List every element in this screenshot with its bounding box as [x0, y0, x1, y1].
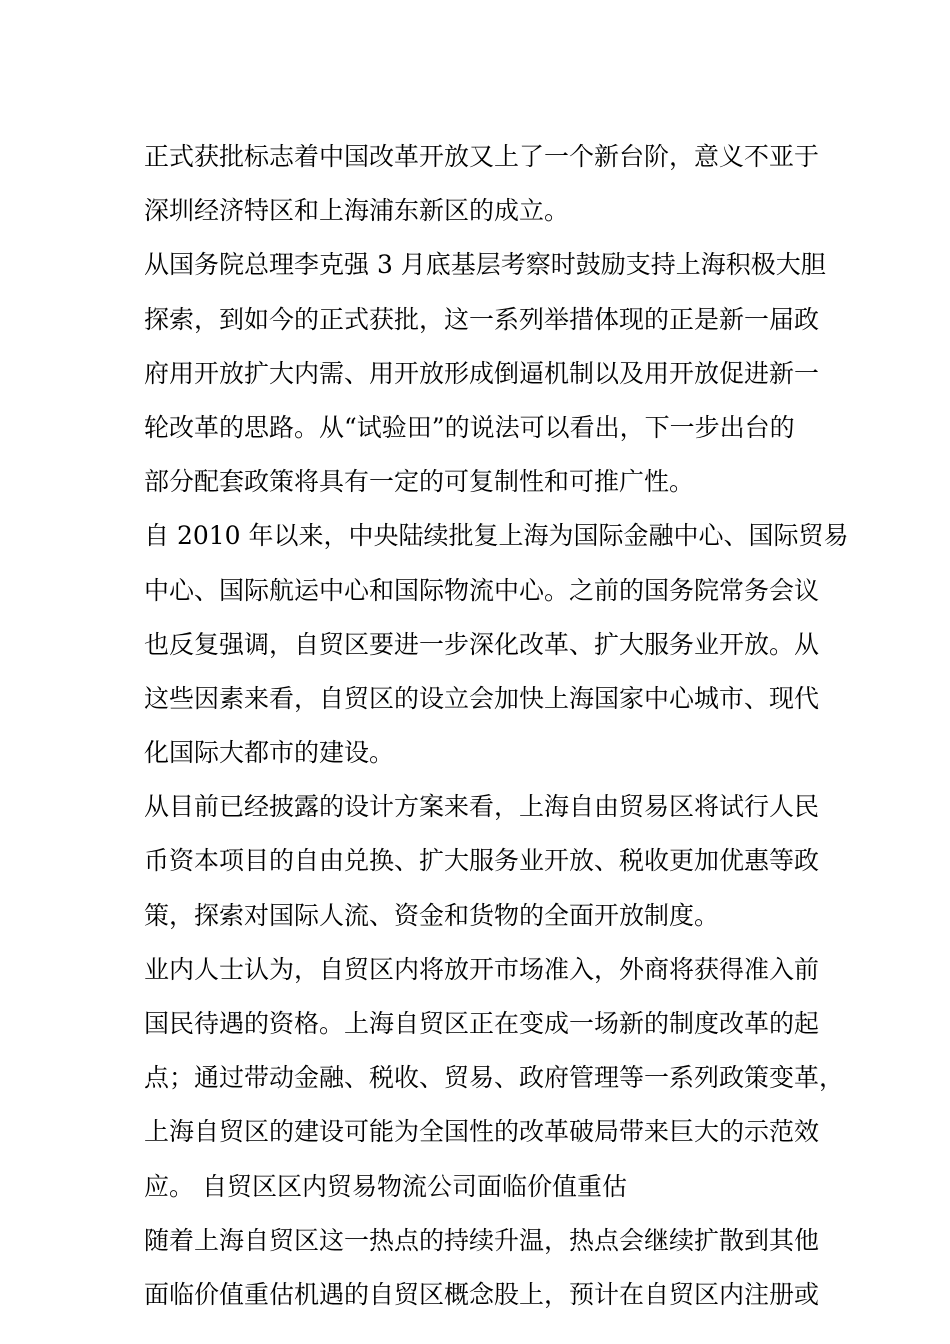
- text-line: 上海自贸区的建设可能为全国性的改革破局带来巨大的示范效: [144, 1117, 820, 1147]
- text-line: 部分配套政策将具有一定的可复制性和可推广性。: [144, 467, 695, 497]
- text-line: 业内人士认为，自贸区内将放开市场准入，外商将获得准入前: [144, 954, 820, 984]
- text-line: 国民待遇的资格。上海自贸区正在变成一场新的制度改革的起: [144, 1009, 820, 1038]
- text-line: 从目前已经披露的设计方案来看，上海自由贸易区将试行人民: [144, 792, 820, 822]
- text-line: 也反复强调，自贸区要进一步深化改革、扩大服务业开放。从: [144, 629, 820, 659]
- body-text: [144, 130, 849, 1322]
- text-line: 这些因素来看，自贸区的设立会加快上海国家中心城市、现代: [144, 683, 820, 713]
- text-line: 探索，到如今的正式获批，这一系列举措体现的正是新一届政: [144, 304, 820, 334]
- text-line: 深圳经济特区和上海浦东新区的成立。: [144, 196, 570, 226]
- text-line: 从国务院总理李克强 3 月底基层考察时鼓励支持上海积极大胆: [144, 250, 826, 280]
- text-line: 点；通过带动金融、税收、贸易、政府管理等一系列政策变革，: [144, 1063, 845, 1093]
- text-line: 轮改革的思路。从“试验田”的说法可以看出，下一步出台的: [144, 412, 795, 442]
- text-line: 自 2010 年以来，中央陆续批复上海为国际金融中心、国际贸易: [144, 521, 849, 551]
- text-line: 面临价值重估机遇的自贸区概念股上，预计在自贸区内注册或: [144, 1279, 820, 1309]
- text-line: 中心、国际航运中心和国际物流中心。之前的国务院常务会议: [144, 575, 820, 605]
- text-line: 币资本项目的自由兑换、扩大服务业开放、税收更加优惠等政: [144, 846, 820, 876]
- text-line: 正式获批标志着中国改革开放又上了一个新台阶，意义不亚于: [144, 142, 820, 171]
- text-line: 府用开放扩大内需、用开放形成倒逼机制以及用开放促进新一: [144, 358, 820, 388]
- text-line: 随着上海自贸区这一热点的持续升温，热点会继续扩散到其他: [144, 1225, 820, 1255]
- text-line: 化国际大都市的建设。: [144, 738, 395, 768]
- text-line: 策，探索对国际人流、资金和货物的全面开放制度。: [144, 900, 720, 930]
- text-line: 应。 自贸区区内贸易物流公司面临价值重估: [144, 1171, 627, 1201]
